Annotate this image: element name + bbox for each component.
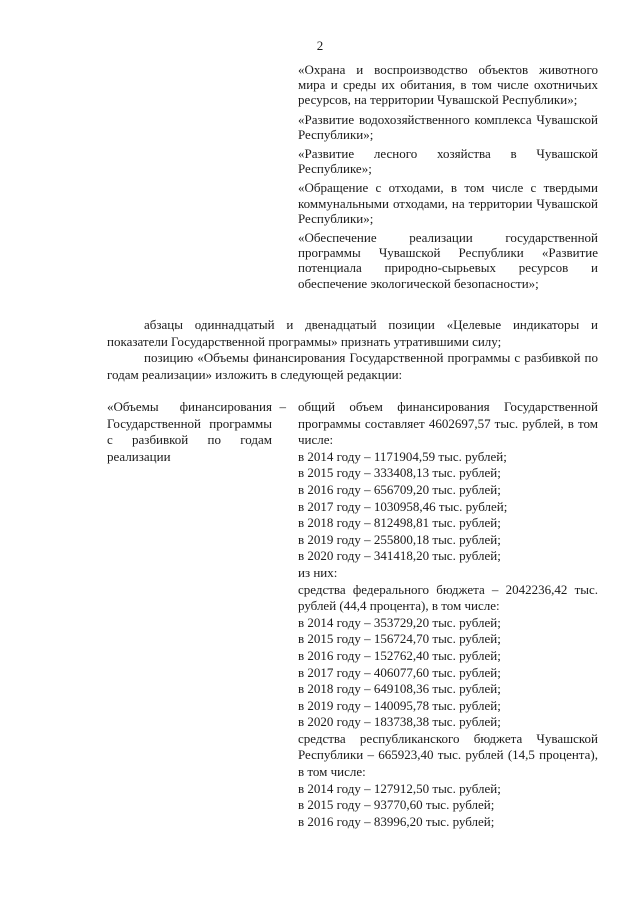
federal-funding-year: в 2014 году – 353729,20 тыс. рублей; [298,614,501,630]
federal-funding-year: в 2016 году – 152762,40 тыс. рублей; [298,647,501,663]
republic-funding-year: в 2014 году – 127912,50 тыс. рублей; [298,780,501,796]
federal-funding-year: в 2019 году – 140095,78 тыс. рублей; [298,697,501,713]
total-funding-year: в 2015 году – 333408,13 тыс. рублей; [298,465,501,481]
federal-funding-year: в 2017 году – 406077,60 тыс. рублей; [298,664,501,680]
subprogram-list [298,62,598,295]
subprogram-item: «Развитие лесного хозяйства в Чувашской Республике»; [298,146,598,177]
republic-funding-intro: средства республиканского бюджета Чувашской Республики – 665923,40 тыс. рублей (14,5 процента), в том числе: [298,730,598,780]
total-funding-year: в 2017 году – 1030958,46 тыс. рублей; [298,498,508,514]
page-number: 2 [316,38,324,53]
federal-funding-intro: средства федерального бюджета – 2042236,42 тыс. рублей (44,4 процента), в том числе: [298,581,598,614]
total-funding-year: в 2014 году – 1171904,59 тыс. рублей; [298,448,507,464]
republic-funding-year: в 2016 году – 83996,20 тыс. рублей; [298,813,495,829]
total-funding-intro: общий объем финансирования Государственной программы составляет 4602697,57 тыс. рублей, в том числе: [298,399,598,448]
total-funding-year: в 2016 году – 656709,20 тыс. рублей; [298,481,501,497]
federal-funding-year: в 2018 году – 649108,36 тыс. рублей; [298,681,501,697]
federal-funding-year: в 2015 году – 156724,70 тыс. рублей; [298,631,501,647]
subprogram-item: «Обеспечение реализации государственной программы Чувашской Республики «Развитие потенциала природно-сырьевых ресурсов и обеспечение экологической безопасности»; [298,230,598,291]
funding-label-cell [107,399,286,465]
funding-label: «Объемы финансирования Государственной программы с разбивкой по годам реализации [107,399,272,464]
of-them-label: из них: [298,564,338,580]
subprogram-item: «Развитие водохозяйственного комплекса Чувашской Республики»; [298,111,598,142]
subprogram-item: «Охрана и воспроизводство объектов животного мира и среды их обитания, в том числе охотничьих ресурсов, на территории Чувашской Республики»; [298,62,598,108]
federal-funding-year: в 2020 году – 183738,38 тыс. рублей; [298,714,501,730]
total-funding-year: в 2019 году – 255800,18 тыс. рублей; [298,531,501,547]
amendment-paragraph: позицию «Объемы финансирования Государственной программы с разбивкой по годам реализации» изложить в следующей редакции: [107,350,598,382]
amendment-paragraph: абзацы одиннадцатый и двенадцатый позиции «Целевые индикаторы и показатели Государственной программы» признать утратившими силу; [107,317,598,349]
funding-values-cell [298,399,598,830]
amendment-text [107,317,598,383]
total-funding-year: в 2018 году – 812498,81 тыс. рублей; [298,515,501,531]
subprogram-item: «Обращение с отходами, в том числе с твердыми коммунальными отходами, на территории Чувашской Республики»; [298,180,598,226]
funding-dash: – [279,399,286,414]
total-funding-year: в 2020 году – 341418,20 тыс. рублей; [298,548,501,564]
republic-funding-year: в 2015 году – 93770,60 тыс. рублей; [298,797,495,813]
